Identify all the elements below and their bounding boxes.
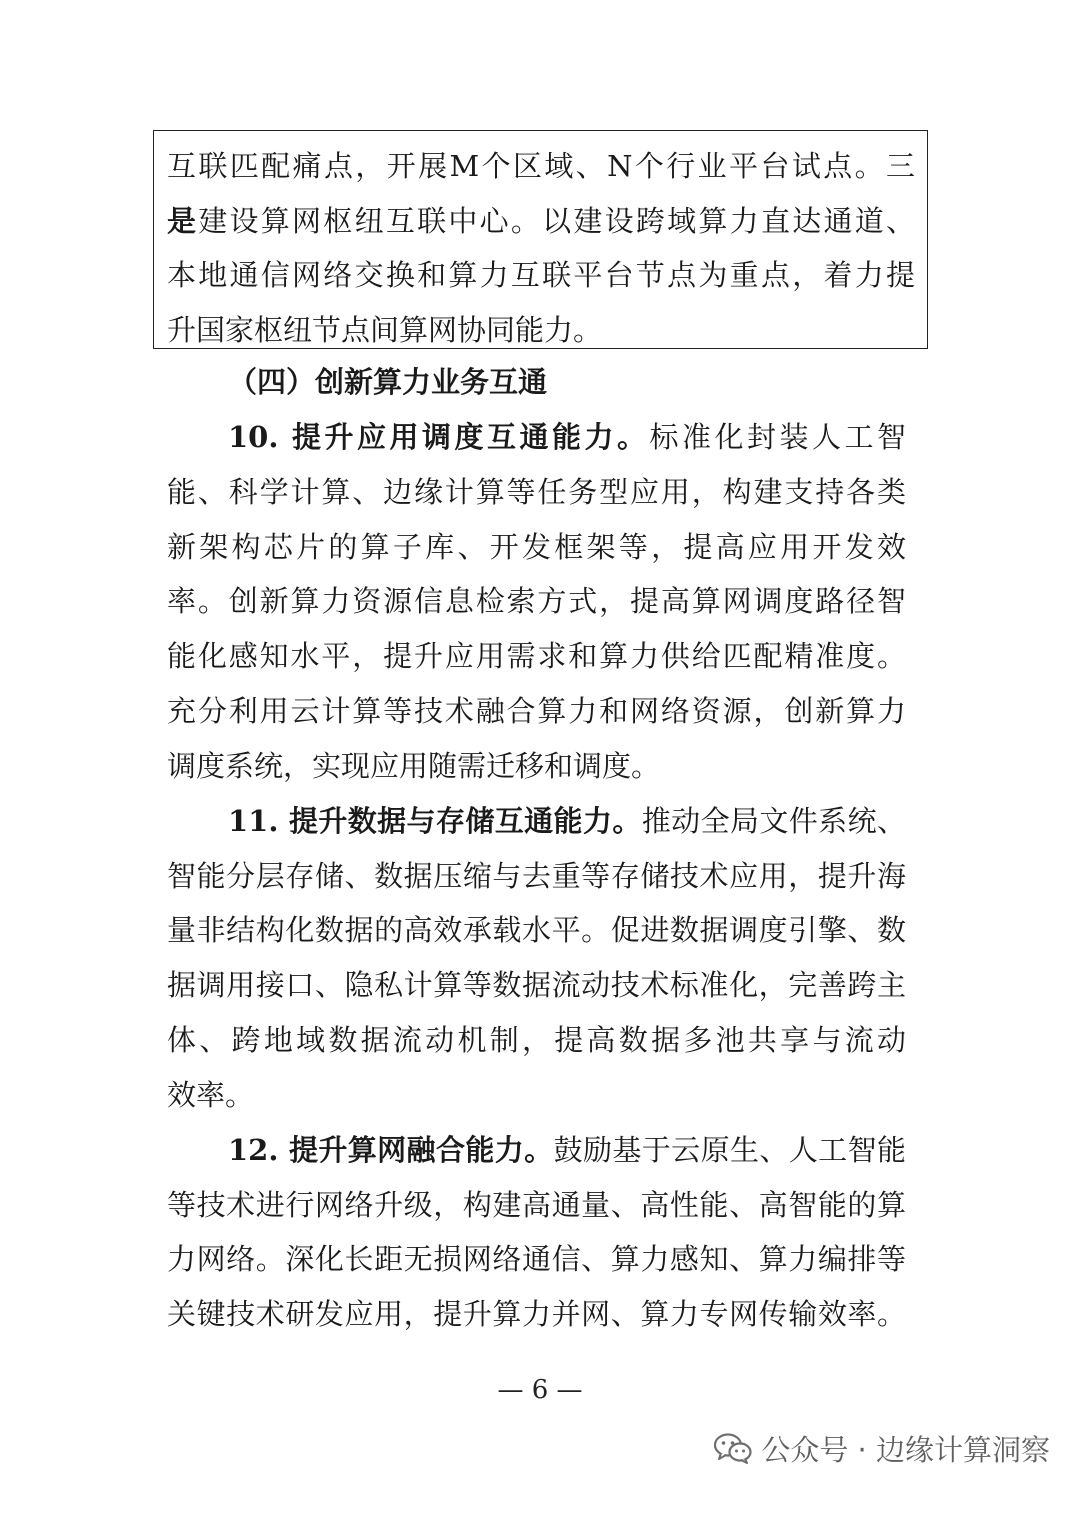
para-11-line-2: 智能分层存储、数据压缩与去重等存储技术应用，提升海: [167, 859, 906, 893]
para-10-line-6: 充分利用云计算等技术融合算力和网络资源，创新算力: [167, 694, 906, 728]
para-10-line-4: 率。创新算力资源信息检索方式，提高算网调度路径智: [167, 584, 906, 618]
para-12-line-1: [228, 1132, 906, 1168]
para-10-line-1: [228, 419, 906, 455]
para-11-line-6: 效率。: [167, 1078, 255, 1112]
page-number: — 6 —: [497, 1375, 583, 1405]
watermark-text: 公众号 · 边缘计算洞察: [761, 1432, 1050, 1467]
para-10-line-7: 调度系统，实现应用随需迁移和调度。: [167, 749, 661, 783]
para-12-first-rest: 鼓励基于云原生、人工智能: [553, 1133, 906, 1167]
para-12-line-4: 关键技术研发应用，提升算力并网、算力专网传输效率。: [167, 1297, 906, 1331]
para-11-line-1: [228, 803, 906, 839]
section-heading: （四）创新算力业务互通: [228, 365, 548, 399]
box-line-4: 升国家枢纽节点间算网协同能力。: [167, 313, 603, 347]
para-11-line-3: 量非结构化数据的高效承载水平。促进数据调度引擎、数: [167, 913, 906, 947]
para-10-title: 10. 提升应用调度互通能力。: [228, 420, 650, 454]
box-line-1: 互联匹配痛点，开展M个区域、N个行业平台试点。三: [167, 149, 915, 183]
para-11-line-4: 据调用接口、隐私计算等数据流动技术标准化，完善跨主: [167, 968, 906, 1002]
watermark: [713, 1428, 1050, 1468]
para-10-line-2: 能、科学计算、边缘计算等任务型应用，构建支持各类: [167, 475, 906, 509]
box-line-2: [167, 203, 915, 239]
para-12-line-3: 力网络。深化长距无损网络通信、算力感知、算力编排等: [167, 1242, 906, 1276]
para-10-first-rest: 标准化封装人工智: [649, 420, 906, 454]
para-10-line-5: 能化感知水平，提升应用需求和算力供给匹配精准度。: [167, 639, 906, 673]
para-11-line-5: 体、跨地域数据流动机制，提高数据多池共享与流动: [167, 1023, 906, 1057]
para-10-line-3: 新架构芯片的算子库、开发框架等，提高应用开发效: [167, 530, 906, 564]
para-12-title: 12. 提升算网融合能力。: [228, 1133, 554, 1167]
para-11-title: 11. 提升数据与存储互通能力。: [228, 804, 642, 838]
wechat-icon: [713, 1432, 753, 1464]
para-11-first-rest: 推动全局文件系统、: [641, 804, 906, 838]
box-line-2-bold: 是: [167, 204, 199, 238]
box-line-2-rest: 建设算网枢纽互联中心。以建设跨域算力直达通道、: [198, 204, 915, 238]
box-line-3: 本地通信网络交换和算力互联平台节点为重点，着力提: [167, 258, 915, 292]
para-12-line-2: 等技术进行网络升级，构建高通量、高性能、高智能的算: [167, 1188, 906, 1222]
